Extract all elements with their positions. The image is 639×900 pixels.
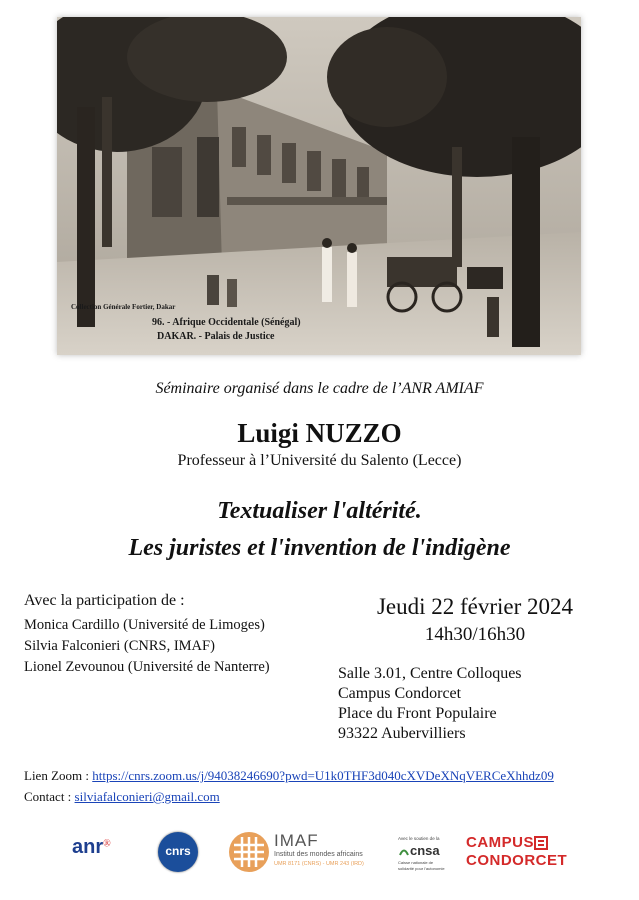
venue-line: 93322 Aubervilliers bbox=[338, 725, 466, 742]
cnsa-sub-2: solidarité pour l'autonomie bbox=[398, 866, 445, 871]
cnsa-name: cnsa bbox=[410, 843, 440, 858]
imaf-emblem-icon bbox=[228, 831, 270, 873]
anr-logo bbox=[72, 836, 132, 866]
imaf-title: IMAF bbox=[274, 831, 319, 850]
cnrs-logo bbox=[158, 832, 198, 872]
seminar-note: Séminaire organisé dans le cadre de l’ANR AMIAF bbox=[155, 380, 484, 397]
participant: Lionel Zevounou (Université de Nanterre) bbox=[24, 659, 270, 675]
campus-condorcet-logo bbox=[464, 834, 568, 874]
venue-line: Salle 3.01, Centre Colloques bbox=[338, 665, 522, 682]
speaker-affiliation: Professeur à l’Université du Salento (Lecce) bbox=[177, 452, 462, 469]
venue-line: Place du Front Populaire bbox=[338, 705, 497, 722]
talk-title-line-2: Les juristes et l'invention de l'indigène bbox=[128, 535, 511, 561]
caption-line-2: DAKAR. - Palais de Justice bbox=[157, 331, 275, 342]
contact-label: Contact : bbox=[24, 789, 75, 804]
campus-line-1: CAMPUS bbox=[466, 834, 535, 851]
talk-title-line-1: Textualiser l'altérité. bbox=[217, 498, 422, 524]
cnrs-text: cnrs bbox=[165, 844, 191, 858]
cnsa-mark-icon bbox=[399, 846, 409, 856]
event-date: Jeudi 22 février 2024 bbox=[376, 594, 574, 619]
zoom-line bbox=[24, 768, 554, 784]
cnsa-top-text: Avec le soutien de la bbox=[398, 836, 440, 841]
cnsa-sub-1: Caisse nationale de bbox=[398, 860, 434, 865]
historic-photo-palais-de-justice bbox=[57, 17, 581, 355]
event-time: 14h30/16h30 bbox=[424, 624, 526, 645]
caption-collection: Collection Générale Fortier, Dakar bbox=[71, 303, 176, 311]
zoom-label: Lien Zoom : bbox=[24, 768, 93, 783]
participant: Monica Cardillo (Université de Limoges) bbox=[24, 617, 265, 633]
imaf-logo bbox=[228, 830, 364, 874]
campus-line-2: CONDORCET bbox=[466, 852, 568, 869]
venue-line: Campus Condorcet bbox=[338, 685, 462, 702]
campus-mark-icon bbox=[534, 836, 548, 850]
contact-email-link[interactable]: silviafalconieri@gmail.com bbox=[74, 789, 220, 804]
speaker-name: Luigi NUZZO bbox=[237, 418, 402, 448]
contact-line bbox=[24, 789, 220, 805]
caption-line-1: 96. - Afrique Occidentale (Sénégal) bbox=[152, 317, 301, 328]
imaf-subtitle-2: UMR 8171 (CNRS) - UMR 243 (IRD) bbox=[274, 861, 364, 867]
participation-label: Avec la participation de : bbox=[24, 592, 185, 609]
cnsa-logo bbox=[398, 836, 444, 872]
imaf-subtitle-1: Institut des mondes africains bbox=[274, 851, 363, 858]
participant: Silvia Falconieri (CNRS, IMAF) bbox=[24, 638, 215, 654]
anr-text: anr bbox=[72, 836, 104, 858]
zoom-link[interactable]: https://cnrs.zoom.us/j/94038246690?pwd=U1k0THF3d040cXVDeXNqVERCeXhhdz09 bbox=[92, 768, 554, 783]
photo-illustration bbox=[57, 17, 581, 355]
anr-registered-mark: ® bbox=[103, 838, 111, 850]
